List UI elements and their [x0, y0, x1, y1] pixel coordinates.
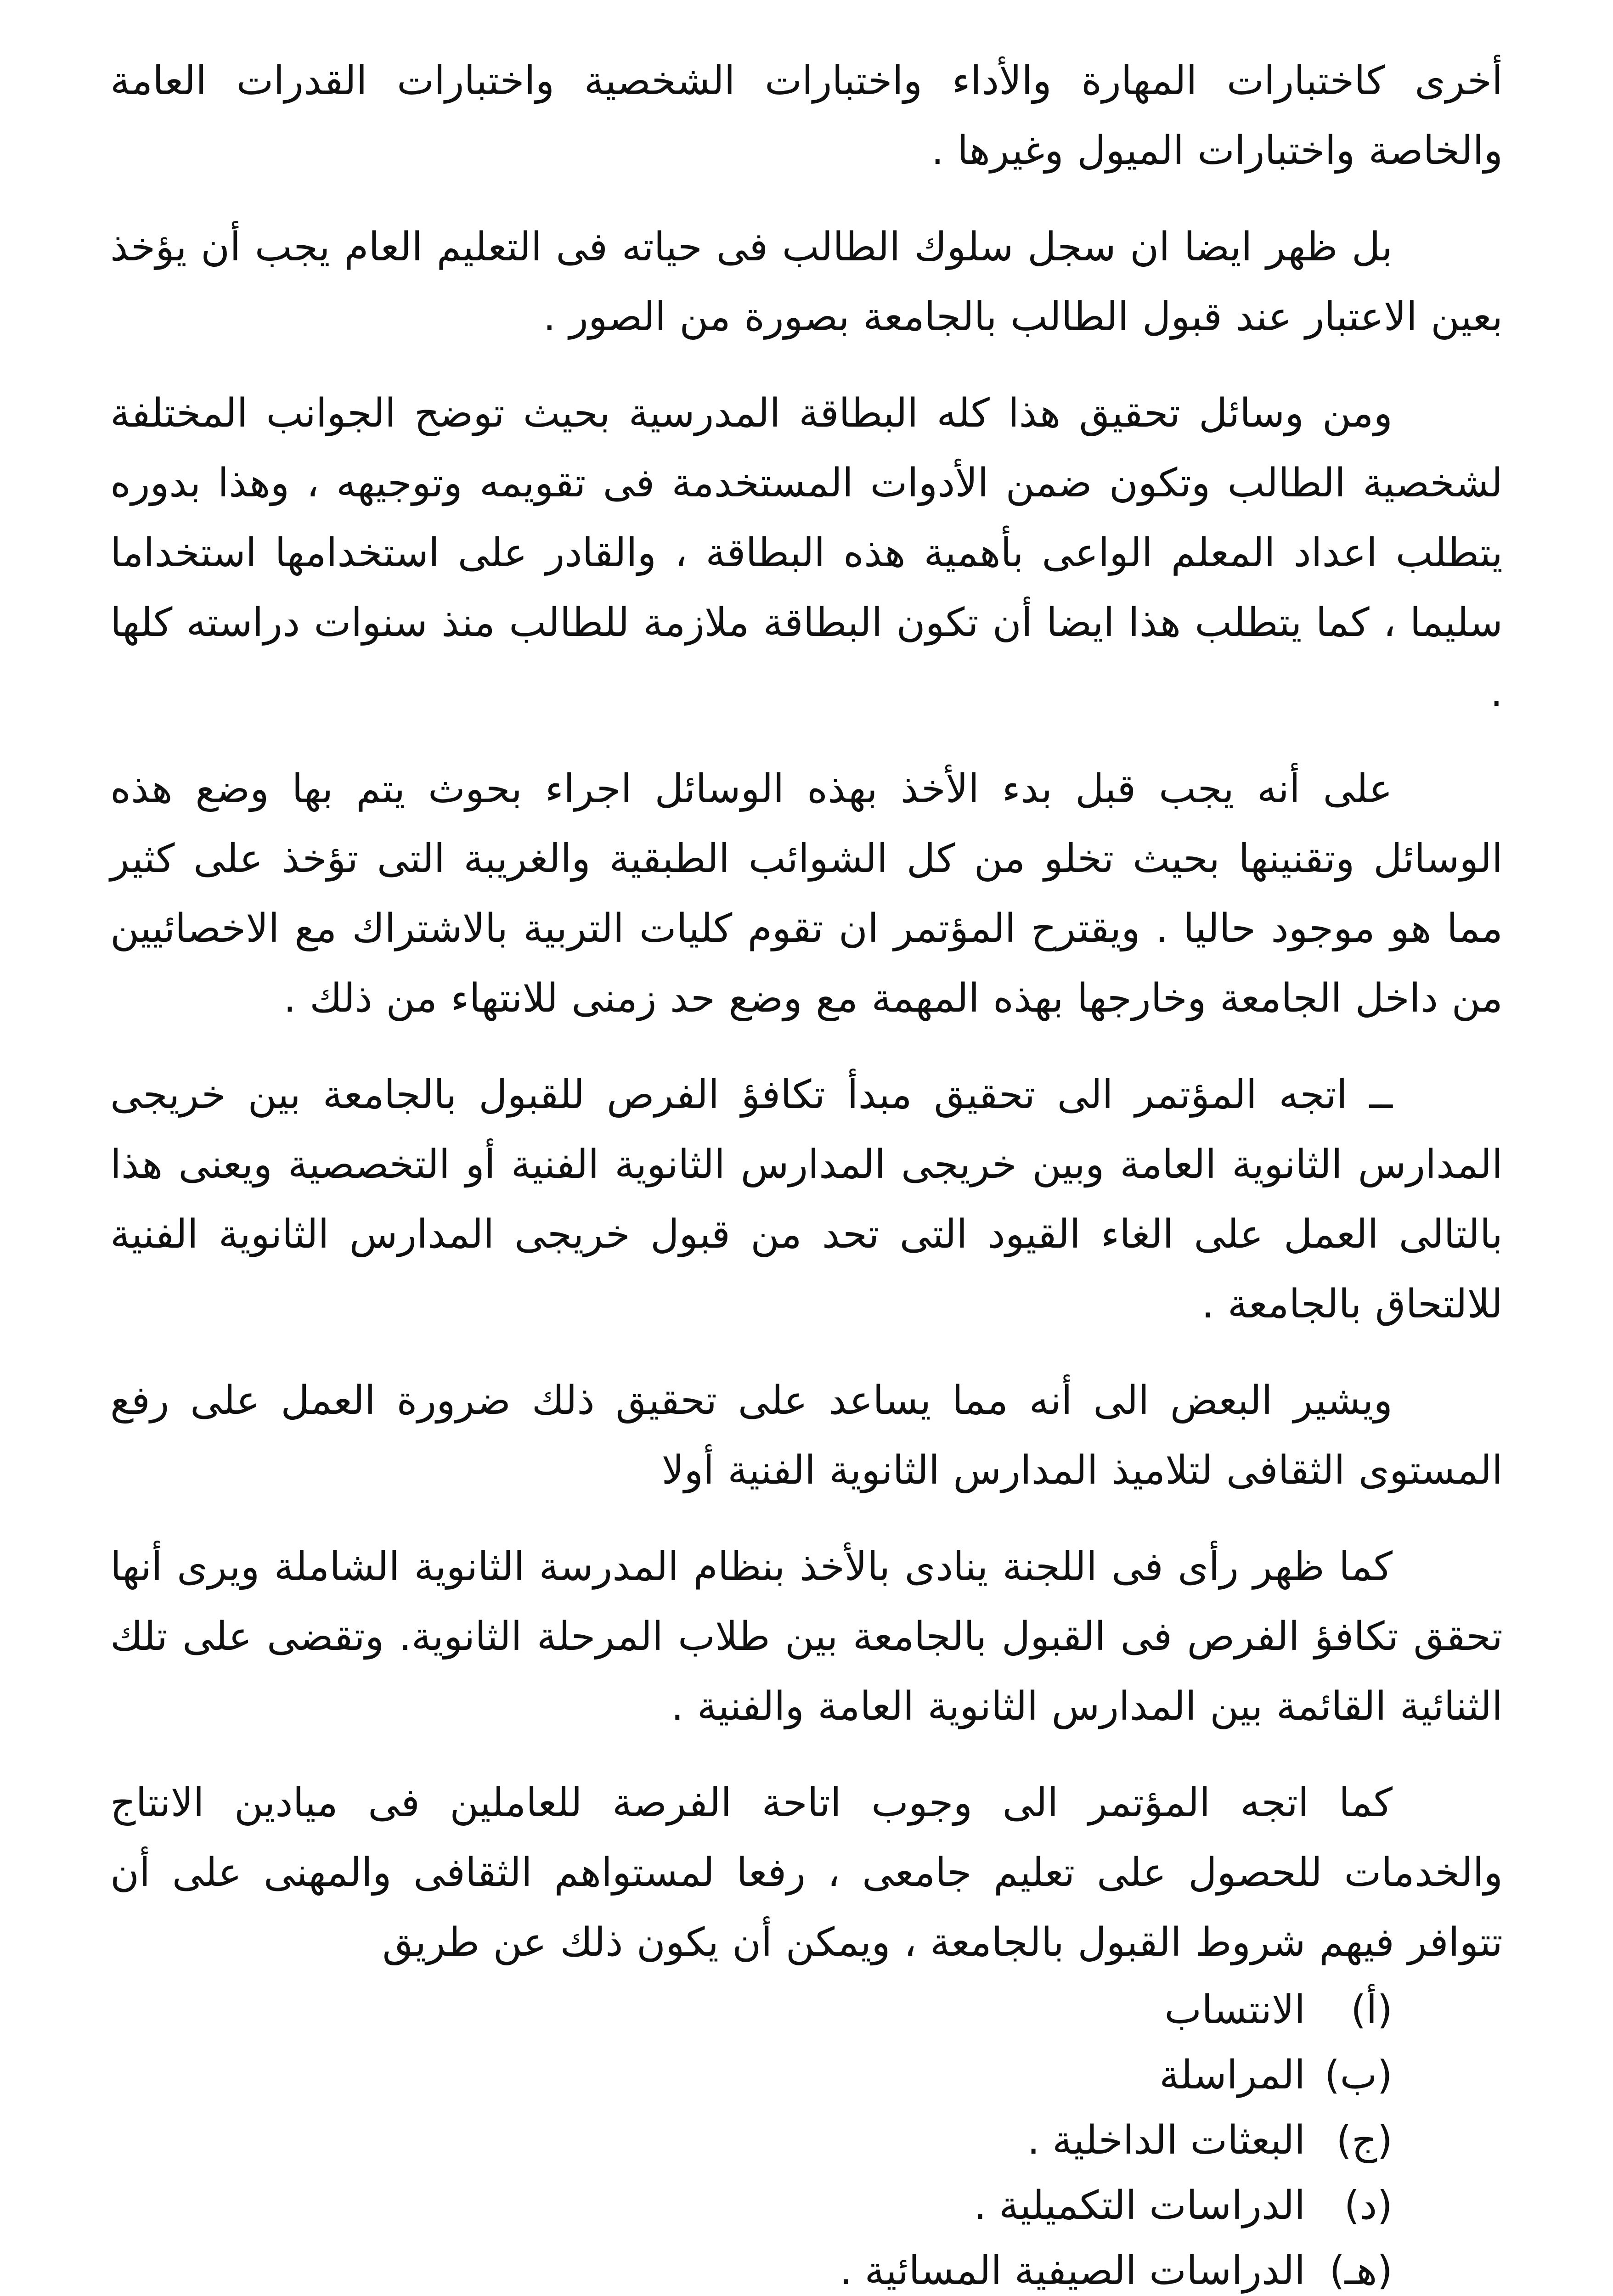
list-item [110, 1977, 1393, 2043]
list-marker: (أ) [1351, 1987, 1393, 2033]
list-marker: (ب) [1324, 2052, 1393, 2098]
paragraph-3: ومن وسائل تحقيق هذا كله البطاقة المدرسية بحيث توضح الجوانب المختلفة لشخصية الطالب وتكون ضمن الأدوات المستخدمة فى تقويمه وتوجيهه ، وهذا بدوره يتطلب اعداد المعلم الواعى بأهمية هذه البطاقة ، والقادر على استخدامها استخداما سليما ، كما يتطلب هذا ايضا أن تكون البطاقة ملازمة للطالب منذ سنوات دراسته كلها . [110, 390, 1503, 715]
paragraph-8: كما اتجه المؤتمر الى وجوب اتاحة الفرصة للعاملين فى ميادين الانتاج والخدمات للحصول على تعليم جامعى ، رفعا لمستواهم الثقافى والمهنى على أن تتوافر فيهم شروط القبول بالجامعة ، ويمكن أن يكون ذلك عن طريق [110, 1780, 1503, 1965]
paragraph-7: كما ظهر رأى فى اللجنة ينادى بالأخذ بنظام المدرسة الثانوية الشاملة ويرى أنها تحقق تكافؤ الفرص فى القبول بالجامعة بين طلاب المرحلة الثانوية. وتقضى على تلك الثنائية القائمة بين المدارس الثانوية العامة والفنية . [110, 1544, 1503, 1729]
list-marker: (د) [1344, 2183, 1393, 2228]
list-item [110, 2043, 1393, 2108]
list-text: الدراسات التكميلية . [974, 2183, 1305, 2228]
list-marker: (ج) [1336, 2117, 1393, 2163]
list-item [110, 2238, 1393, 2296]
paragraph-5: ــ اتجه المؤتمر الى تحقيق مبدأ تكافؤ الفرص للقبول بالجامعة بين خريجى المدارس الثانوية العامة وبين خريجى المدارس الثانوية الفنية أو التخصصية ويعنى هذا بالتالى العمل على الغاء القيود التى تحد من قبول خريجى المدارس الثانوية الفنية للالتحاق بالجامعة . [110, 1072, 1503, 1327]
list-item [110, 2173, 1393, 2238]
list-marker: (هـ) [1329, 2248, 1393, 2294]
list-text: البعثات الداخلية . [1027, 2117, 1305, 2163]
paragraph-4: على أنه يجب قبل بدء الأخذ بهذه الوسائل اجراء بحوث يتم بها وضع هذه الوسائل وتقنينها بحيث تخلو من كل الشوائب الطبقية والغريبة التى تؤخذ على كثير مما هو موجود حاليا . ويقترح المؤتمر ان تقوم كليات التربية بالاشتراك مع الاخصائيين من داخل الجامعة وخارجها بهذه المهمة مع وضع حد زمنى للانتهاء من ذلك . [110, 766, 1503, 1021]
list-text: الانتساب [1164, 1987, 1305, 2033]
paragraph-6: ويشير البعض الى أنه مما يساعد على تحقيق ذلك ضرورة العمل على رفع المستوى الثقافى لتلاميذ المدارس الثانوية الفنية أولا [110, 1378, 1503, 1493]
list-item [110, 2108, 1393, 2173]
paragraph-2: بل ظهر ايضا ان سجل سلوك الطالب فى حياته فى التعليم العام يجب أن يؤخذ بعين الاعتبار عند قبول الطالب بالجامعة بصورة من الصور . [110, 224, 1503, 340]
list-text: الدراسات الصيفية المسائية . [839, 2248, 1305, 2294]
list-text: المراسلة [1159, 2052, 1305, 2098]
paragraph-1: أخرى كاختبارات المهارة والأداء واختبارات الشخصية واختبارات القدرات العامة والخاصة واختبارات الميول وغيرها . [110, 58, 1503, 174]
means-list [110, 1977, 1503, 2296]
